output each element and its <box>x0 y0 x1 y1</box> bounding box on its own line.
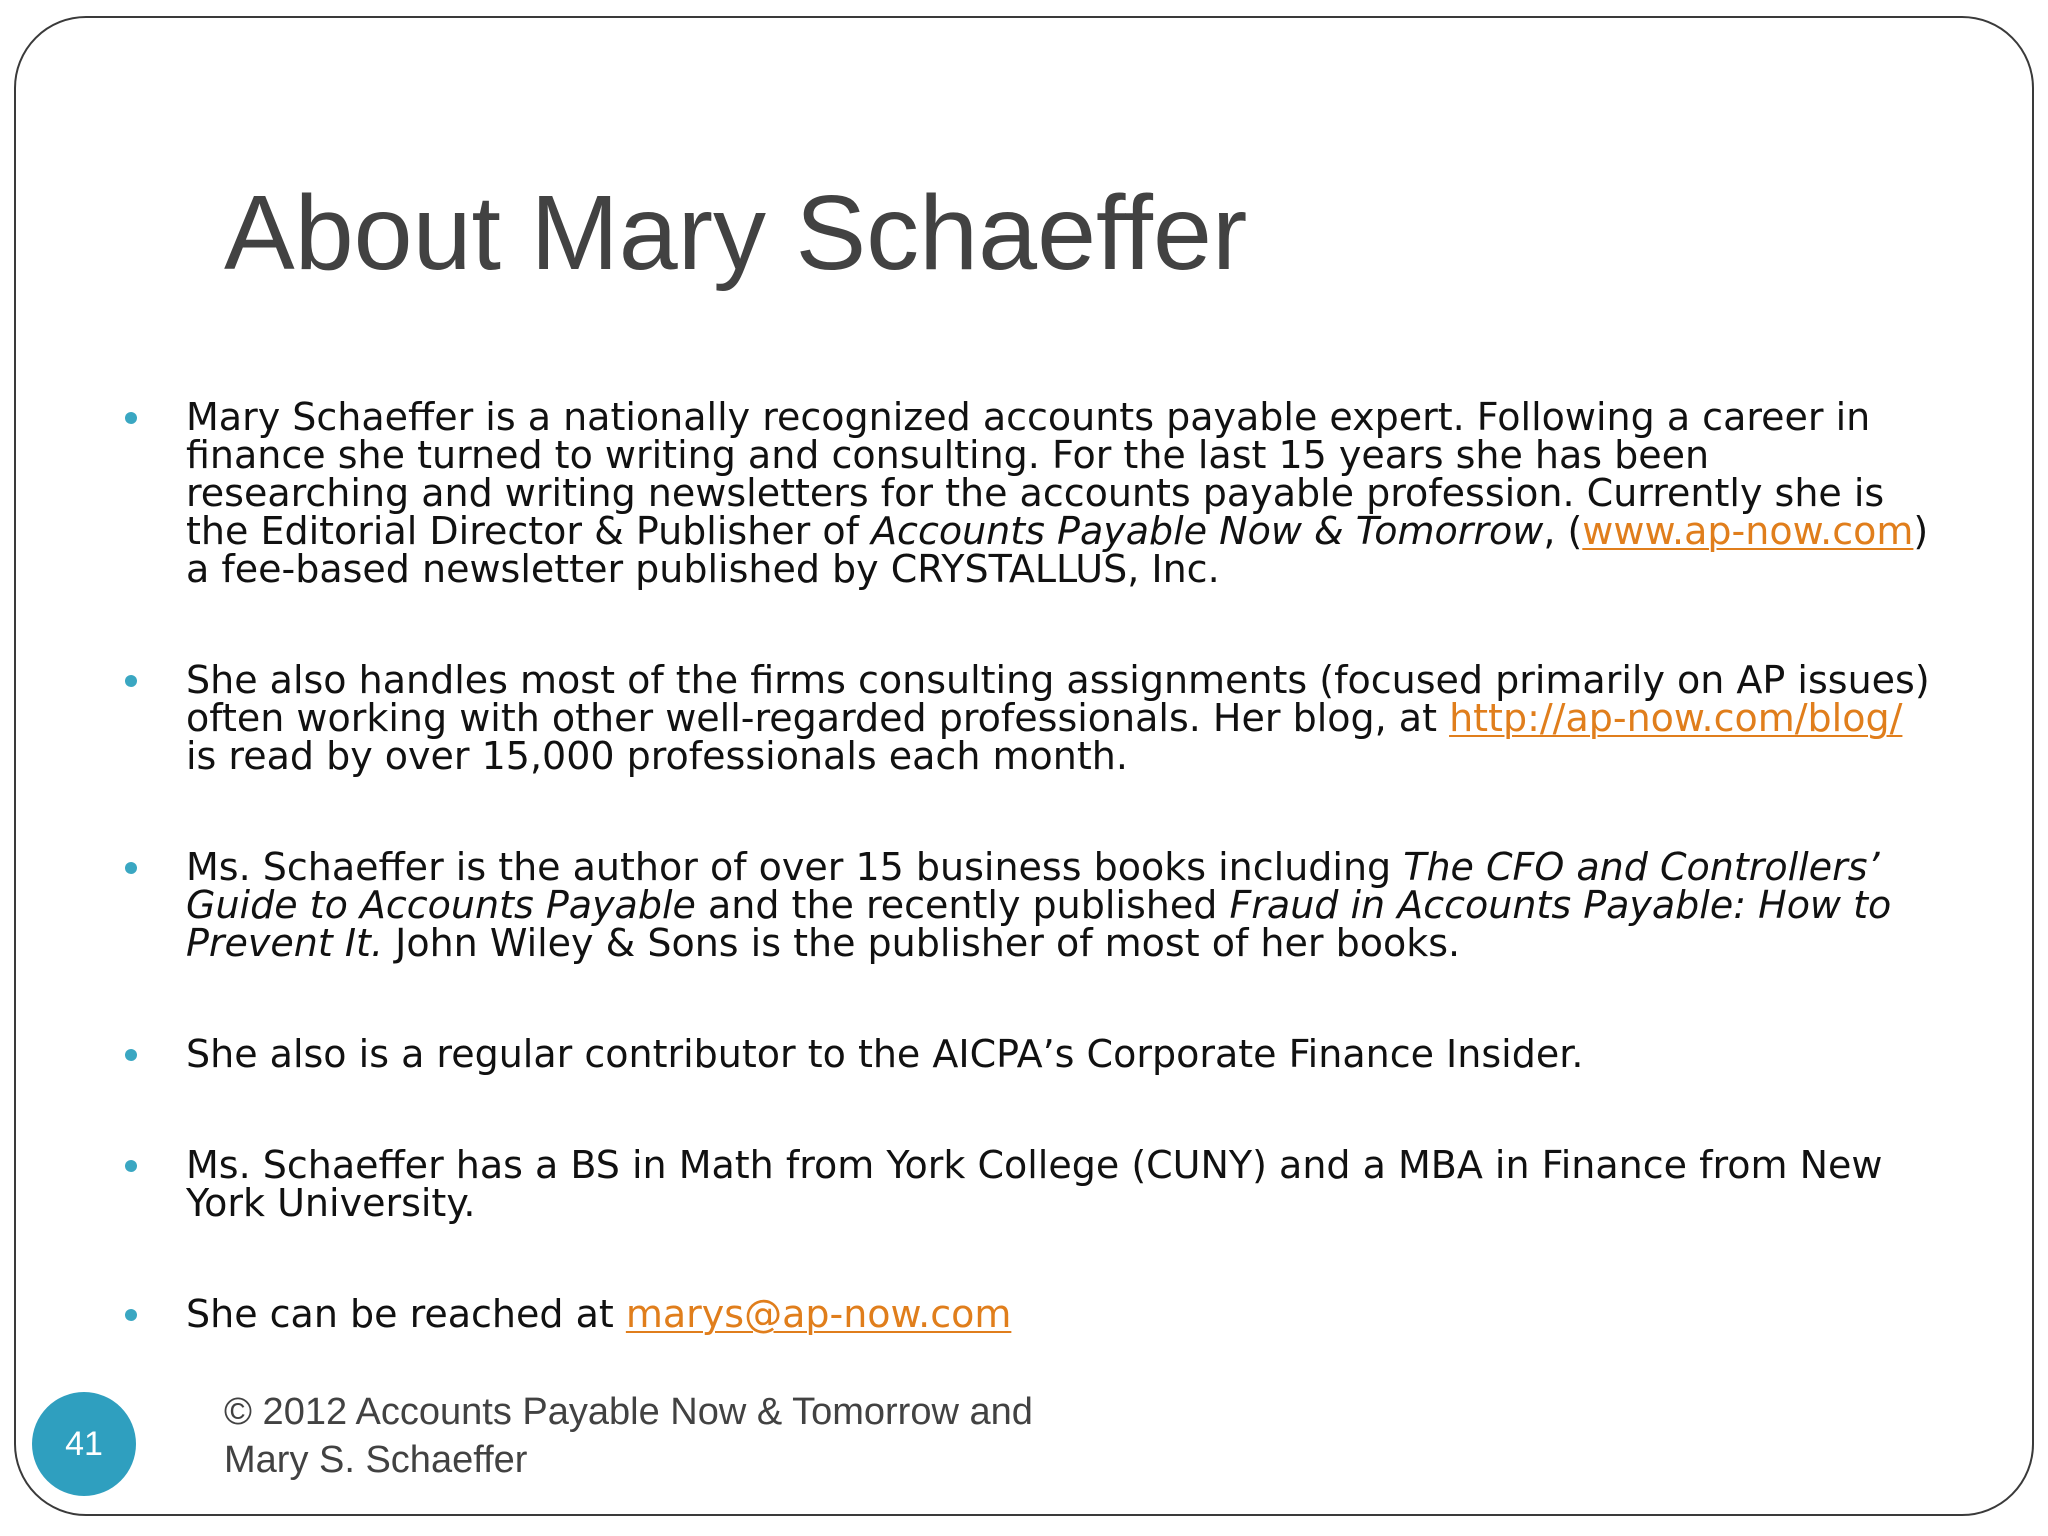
page-number: 41 <box>65 1424 103 1463</box>
bullet-text: She can be reached at <box>186 1292 626 1336</box>
bullet-dot-icon <box>125 862 137 874</box>
email-link[interactable]: marys@ap-now.com <box>625 1292 1012 1336</box>
footer-line: Mary S. Schaeffer <box>224 1439 528 1481</box>
footer-copyright <box>224 1388 1033 1484</box>
bullet-text: is read by over 15,000 professionals each month. <box>186 734 1128 778</box>
newsletter-title: Accounts Payable Now & Tomorrow <box>871 509 1544 553</box>
bullet-text: Mary Schaeffer is a nationally recognized accounts payable expert. Following a career in finance she turned to writing and consulting. For the last 15 years she has been researching and writing newsletters for the accounts payable profession. Currently she is the Editorial Director & Publisher of <box>186 395 1885 553</box>
bullet-item-contact <box>106 1292 1936 1336</box>
bullet-text: Ms. Schaeffer has a BS in Math from York College (CUNY) and a MBA in Finance from New York University. <box>186 1143 1883 1225</box>
bullet-item-consulting <box>106 658 1936 778</box>
bullet-item-books <box>106 845 1936 965</box>
bullet-text: , ( <box>1543 509 1583 553</box>
bullet-item-aicpa <box>106 1032 1936 1076</box>
bullet-text: Ms. Schaeffer is the author of over 15 business books including <box>186 845 1404 889</box>
bullet-dot-icon <box>125 675 137 687</box>
bullet-text: She also is a regular contributor to the AICPA’s Corporate Finance Insider. <box>186 1032 1584 1076</box>
bullet-text: ) a fee-based newsletter published by CRYSTALLUS, Inc. <box>186 509 1929 591</box>
bullet-dot-icon <box>125 1160 137 1172</box>
bullet-list <box>106 395 1936 1336</box>
bullet-text: John Wiley & Sons is the publisher of most of her books. <box>383 921 1461 965</box>
bullet-text: She also handles most of the firms consulting assignments (focused primarily on AP issues) often working with other well-regarded professionals. Her blog, at <box>186 658 1930 740</box>
bullet-dot-icon <box>125 412 137 424</box>
book-title: The CFO and Controllers’ Guide to Accounts Payable <box>186 845 1880 927</box>
bullet-text: and the recently published <box>695 883 1230 927</box>
slide-title: About Mary Schaeffer <box>224 174 1248 292</box>
book-title: Fraud in Accounts Payable: How to Prevent It. <box>186 883 1892 965</box>
blog-link[interactable]: http://ap-now.com/blog/ <box>1449 696 1903 740</box>
bullet-item-education <box>106 1143 1936 1225</box>
bullet-dot-icon <box>125 1309 137 1321</box>
website-link[interactable]: www.ap-now.com <box>1582 509 1914 553</box>
page-number-badge <box>32 1392 136 1496</box>
footer-line: © 2012 Accounts Payable Now & Tomorrow and <box>224 1391 1033 1433</box>
bullet-item-bio <box>106 395 1936 591</box>
bullet-dot-icon <box>125 1049 137 1061</box>
